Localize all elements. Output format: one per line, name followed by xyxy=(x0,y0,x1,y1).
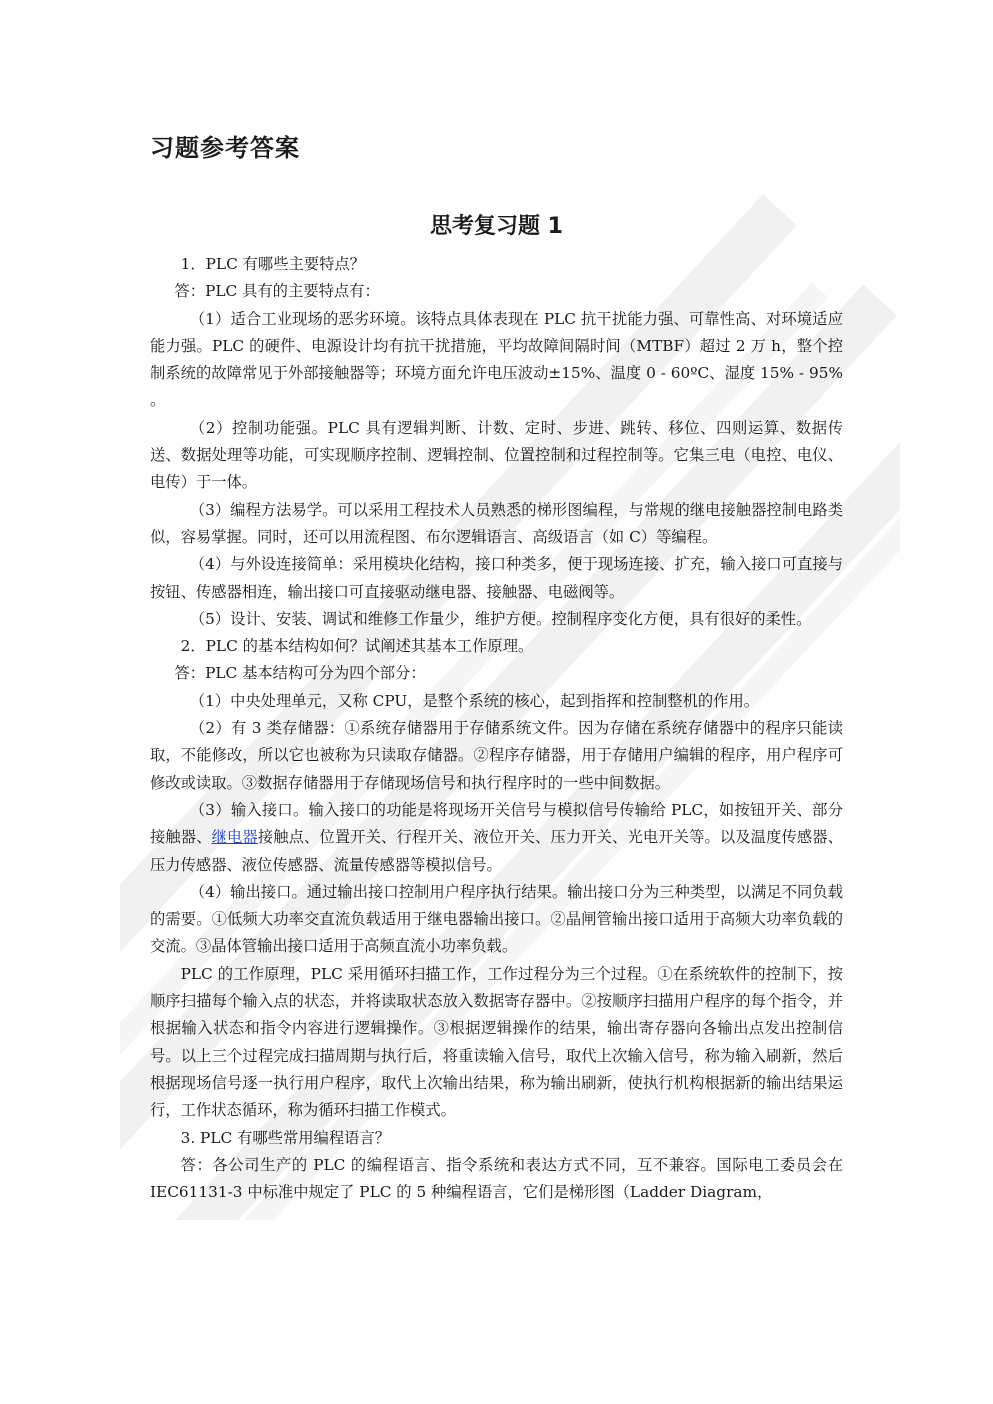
answer-2-point-3-text-a: （3）输入接口。输入接口的功能是将现场开关信号与模拟信号传输给 PLC，如按钮开关、部分接触器、 xyxy=(150,800,843,847)
answer-1-point-5: （5）设计、安装、调试和维修工作量少，维护方便。控制程序变化方便，具有很好的柔性。 xyxy=(189,609,812,628)
answer-1-point-2: （2）控制功能强。PLC 具有逻辑判断、计数、定时、步进、跳转、移位、四则运算、数据传送、数据处理等功能，可实现顺序控制、逻辑控制、位置控制和过程控制等。它集三电（电控、电仪、电传）于一体。 xyxy=(150,418,843,492)
answer-2-point-1: （1）中央处理单元，又称 CPU，是整个系统的核心，起到指挥和控制整机的作用。 xyxy=(189,691,760,710)
answer-3: 答：各公司生产的 PLC 的编程语言、指令系统和表达方式不同，互不兼容。国际电工委员会在 IEC61131-3 中标准中规定了 PLC 的 5 种编程语言，它们是梯形图（Ladder Diagram， xyxy=(150,1155,843,1202)
document-body xyxy=(150,251,843,1206)
answer-2-principle: PLC 的工作原理，PLC 采用循环扫描工作，工作过程分为三个过程。①在系统软件的控制下，按顺序扫描每个输入点的状态，并将读取状态放入数据寄存器中。②按顺序扫描用户程序的每个指令，并根据输入状态和指令内容进行逻辑操作。③根据逻辑操作的结果，输出寄存器向各输出点发出控制信号。以上三个过程完成扫描周期与执行后，将重读输入信号，取代上次输入信号，称为输入刷新，然后根据现场信号逐一执行用户程序，取代上次输出结果，称为输出刷新，使执行机构根据新的输出结果运行，工作状态循环，称为循环扫描工作模式。 xyxy=(150,964,843,1120)
answer-1-point-1: （1）适合工业现场的恶劣环境。该特点具体表现在 PLC 抗干扰能力强、可靠性高、对环境适应能力强。PLC 的硬件、电源设计均有抗干扰措施，平均故障间隔时间（MTBF）超过 2 万 h，整个控制系统的故障常见于外部接触器等；环境方面允许电压波动±15%、温度 0 - 60ºC、湿度 15% - 95% 。 xyxy=(150,309,843,410)
answer-1-point-3: （3）编程方法易学。可以采用工程技术人员熟悉的梯形图编程，与常规的继电接触器控制电路类似，容易掌握。同时，还可以用流程图、布尔逻辑语言、高级语言（如 C）等编程。 xyxy=(150,500,843,546)
section-title: 思考复习题 1 xyxy=(430,214,563,239)
question-2: 2．PLC 的基本结构如何？试阐述其基本工作原理。 xyxy=(180,637,534,656)
question-3: 3. PLC 有哪些常用编程语言？ xyxy=(180,1128,391,1147)
question-1: 1．PLC 有哪些主要特点？ xyxy=(180,255,366,273)
answer-1-point-4: （4）与外设连接简单：采用模块化结构，接口种类多，便于现场连接、扩充，输入接口可直接与按钮、传感器相连，输出接口可直接驱动继电器、接触器、电磁阀等。 xyxy=(150,555,843,601)
answer-2-point-4: （4）输出接口。通过输出接口控制用户程序执行结果。输出接口分为三种类型，以满足不同负载的需要。①低频大功率交直流负载适用于继电器输出接口。②晶闸管输出接口适用于高频大功率负载的交流。③晶体管输出接口适用于高频直流小功率负载。 xyxy=(150,882,843,956)
answer-2-intro: 答：PLC 基本结构可分为四个部分： xyxy=(174,664,426,683)
relay-link[interactable]: 继电器 xyxy=(211,828,258,847)
answer-2-point-3-text-b: 接触点、位置开关、行程开关、液位开关、压力开关、光电开关等。以及温度传感器、压力传感器、液位传感器、流量传感器等模拟信号。 xyxy=(150,828,843,874)
answer-1-intro: 答：PLC 具有的主要特点有： xyxy=(174,282,380,301)
document-heading: 习题参考答案 xyxy=(150,134,300,162)
answer-2-point-2: （2）有 3 类存储器：①系统存储器用于存储系统文件。因为存储在系统存储器中的程序只能读取，不能修改，所以它也被称为只读取存储器。②程序存储器，用于存储用户编辑的程序，用户程序可修改或读取。③数据存储器用于存储现场信号和执行程序时的一些中间数据。 xyxy=(150,719,843,792)
answer-2-point-3 xyxy=(150,797,843,879)
